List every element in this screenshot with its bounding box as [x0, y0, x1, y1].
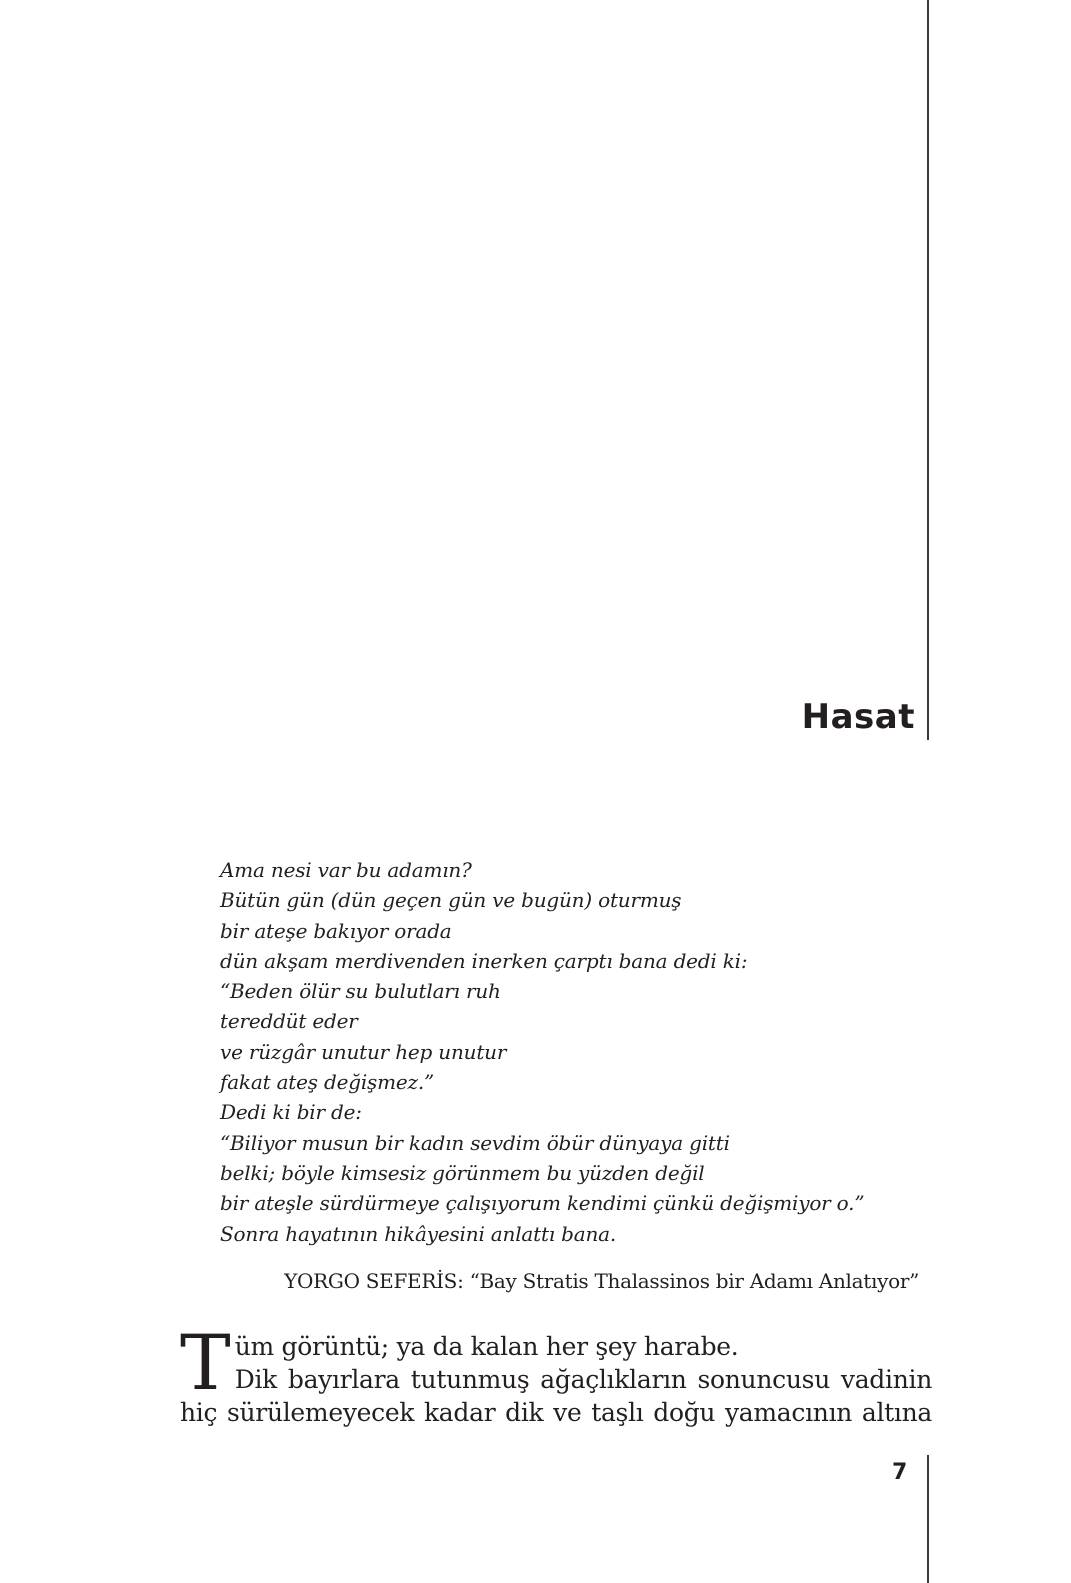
epigraph-line: dün akşam merdivenden inerken çarptı bana dedi ki:	[220, 948, 748, 973]
epigraph-line: bir ateşe bakıyor orada	[220, 918, 452, 943]
epigraph-line: Bütün gün (dün geçen gün ve bugün) oturmuş	[220, 888, 682, 913]
drop-cap: T	[180, 1318, 231, 1407]
epigraph-line: “Beden ölür su bulutları ruh	[220, 979, 501, 1004]
epigraph-line: Sonra hayatının hikâyesini anlattı bana.	[220, 1221, 617, 1246]
epigraph	[220, 855, 920, 1249]
page-number: 7	[892, 1460, 908, 1485]
body-line: üm görüntü; ya da kalan her şey harabe.	[234, 1332, 739, 1361]
epigraph-line: “Biliyor musun bir kadın sevdim öbür dünyaya gitti	[220, 1130, 730, 1155]
margin-rule-bottom	[927, 1455, 929, 1583]
epigraph-attribution: YORGO SEFERİS: “Bay Stratis Thalassinos bir Adamı Anlatıyor”	[284, 1269, 919, 1293]
epigraph-line: tereddüt eder	[220, 1009, 358, 1034]
epigraph-line: belki; böyle kimsesiz görünmem bu yüzden değil	[220, 1160, 705, 1185]
body-line: Dik bayırlara tutunmuş ağaçlıkların sonuncusu vadinin	[234, 1365, 932, 1394]
epigraph-line: Ama nesi var bu adamın?	[220, 858, 472, 882]
epigraph-line: Dedi ki bir de:	[220, 1100, 362, 1125]
epigraph-line: ve rüzgâr unutur hep unutur	[220, 1039, 507, 1064]
body-text	[180, 1318, 932, 1429]
epigraph-line: bir ateşle sürdürmeye çalışıyorum kendimi çünkü değişmiyor o.”	[220, 1191, 865, 1216]
margin-rule-top	[927, 0, 929, 740]
chapter-title: Hasat	[801, 697, 915, 737]
epigraph-line: fakat ateş değişmez.”	[220, 1070, 435, 1095]
body-line: hiç sürülemeyecek kadar dik ve taşlı doğu yamacının altına	[180, 1398, 932, 1427]
